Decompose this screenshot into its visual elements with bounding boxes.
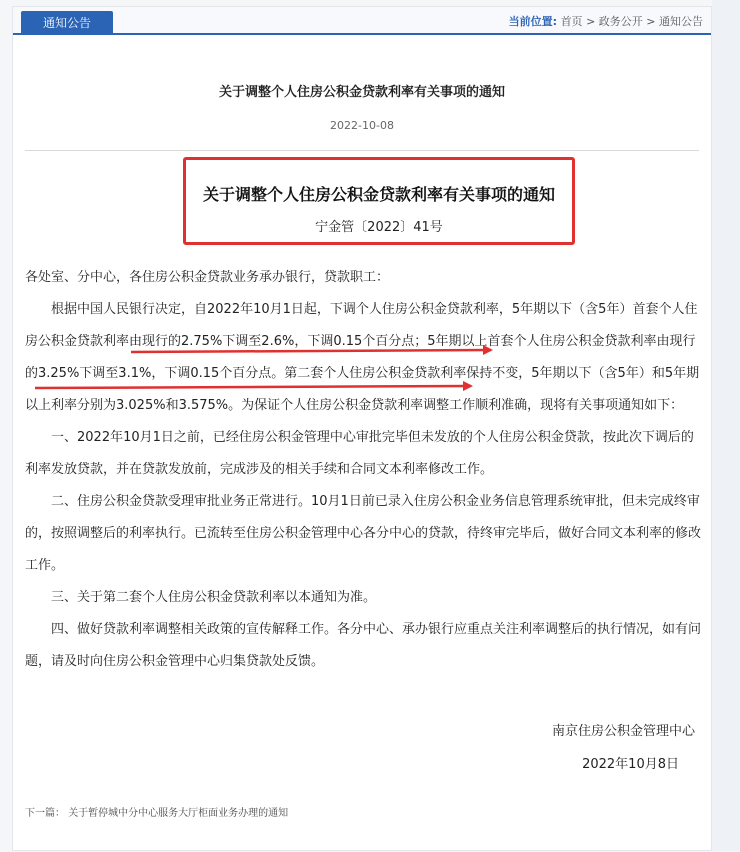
breadcrumb-home-link[interactable]: 首页 [560, 15, 583, 28]
document-number: 宁金管〔2022〕41号 [315, 220, 443, 235]
tab-notices[interactable]: 通知公告 [21, 11, 113, 35]
breadcrumb-govaffairs-link[interactable]: 政务公开 [598, 15, 643, 28]
signature-date: 2022年10月8日 [582, 757, 679, 772]
document-title: 关于调整个人住房公积金贷款利率有关事项的通知 [202, 185, 555, 204]
page-title: 关于调整个人住房公积金贷款利率有关事项的通知 [218, 85, 505, 100]
page-side-strip [712, 0, 740, 851]
breadcrumb-separator: > [586, 15, 596, 28]
next-article-label: 下一篇： [25, 808, 65, 819]
next-article [25, 804, 288, 819]
breadcrumb-notices-link[interactable]: 通知公告 [659, 15, 703, 28]
paragraph: 四、做好贷款利率调整相关政策的宣传解释工作。各分中心、承办银行应重点关注利率调整后的执行情况，如有问题，请及时向住房公积金管理中心归集贷款处反馈。 [25, 622, 702, 669]
panel-header [13, 7, 711, 35]
paragraph: 一、2022年10月1日之前，已经住房公积金管理中心审批完毕但未发放的个人住房公积金贷款，按此次下调后的利率发放贷款，并在贷款发放前，完成涉及的相关手续和合同文本利率修改工作。 [25, 430, 694, 477]
salutation: 各处室、分中心，各住房公积金贷款业务承办银行，贷款职工： [25, 270, 390, 285]
breadcrumb [509, 13, 703, 29]
breadcrumb-separator: > [646, 15, 656, 28]
publish-date: 2022-10-08 [330, 119, 394, 132]
highlight-box [183, 157, 575, 245]
article-body [25, 262, 701, 678]
paragraph: 三、关于第二套个人住房公积金贷款利率以本通知为准。 [51, 590, 377, 605]
next-article-link[interactable]: 关于暂停城中分中心服务大厅柜面业务办理的通知 [68, 808, 289, 819]
article-panel [12, 6, 712, 851]
breadcrumb-label: 当前位置: [508, 15, 558, 28]
paragraph: 根据中国人民银行决定，自2022年10月1日起，下调个人住房公积金贷款利率，5年期以下（含5年）首套个人住房公积金贷款利率由现行的2.75%下调至2.6%，下调0.15个百分点；5年期以上首套个人住房公积金贷款利率由现行的3.25%下调至3.1%，下调0.15个百分点。第二套个人住房公积金贷款利率保持不变，5年期以下（含5年）和5年期以上利率分别为3.025%和3.575%。为保证个人住房公积金贷款利率调整工作顺利准确，现将有关事项通知如下： [25, 302, 700, 413]
paragraph: 二、住房公积金贷款受理审批业务正常进行。10月1日前已录入住房公积金业务信息管理系统审批，但未完成终审的，按照调整后的利率执行。已流转至住房公积金管理中心各分中心的贷款，待终审完毕后，做好合同文本利率的修改工作。 [25, 494, 702, 573]
divider [25, 150, 699, 151]
signature-org: 南京住房公积金管理中心 [551, 724, 695, 739]
